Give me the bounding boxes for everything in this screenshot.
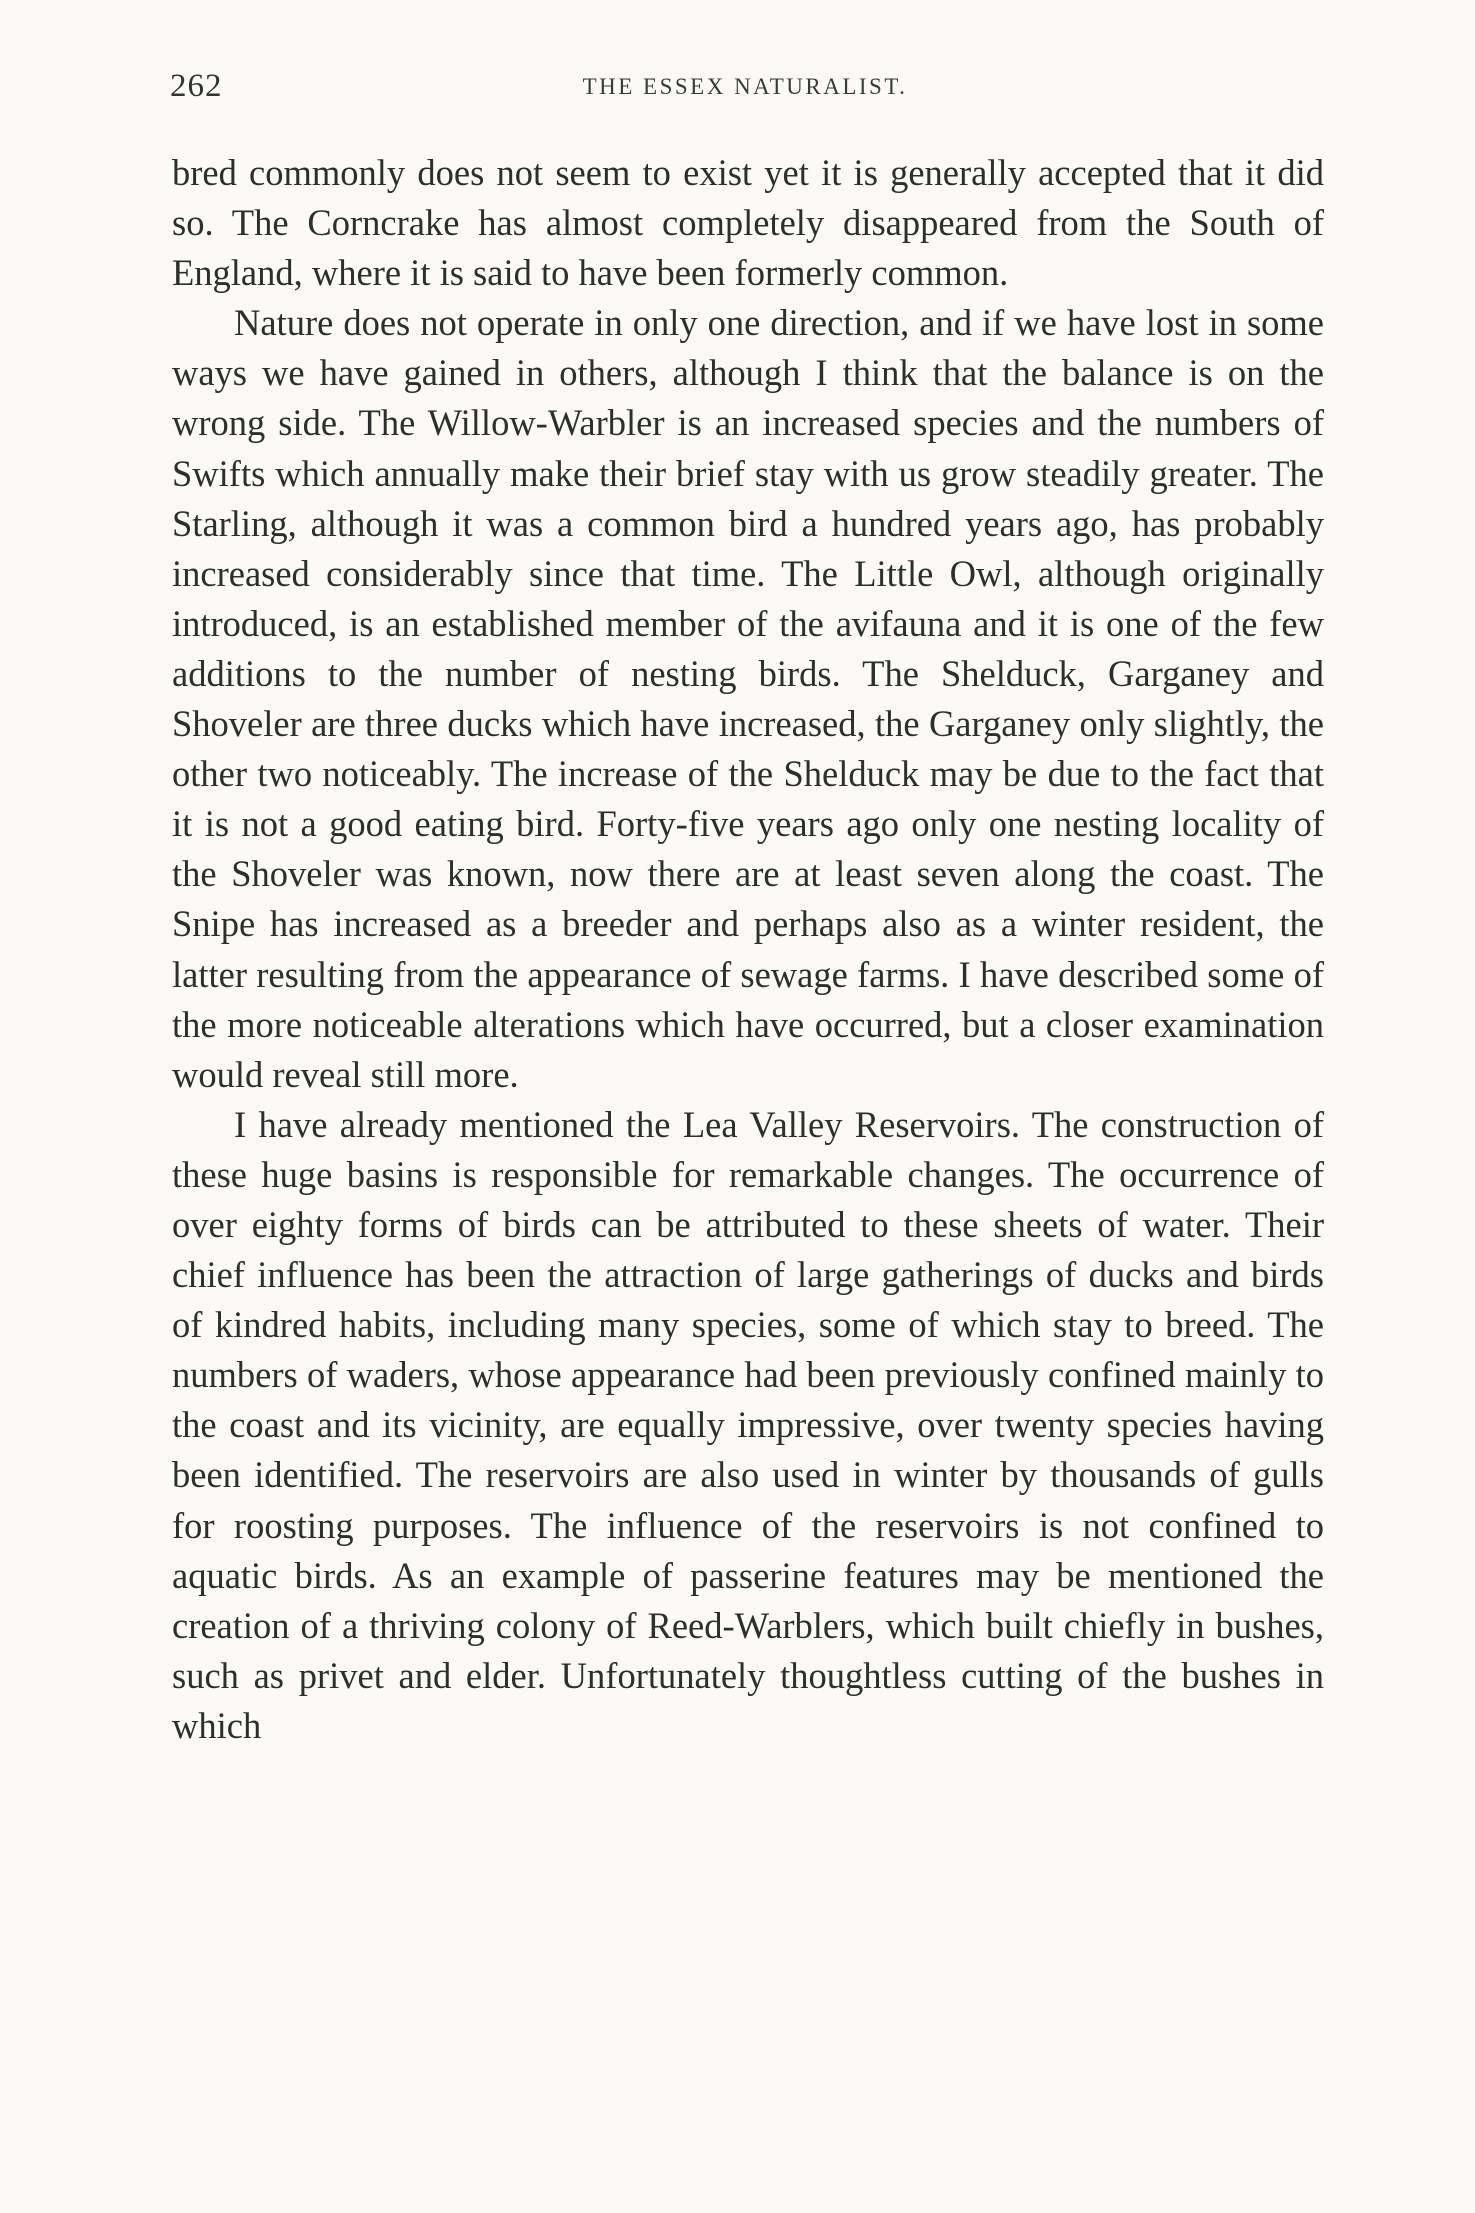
paragraph-reservoirs: I have already mentioned the Lea Valley Reservoirs. The construction of these huge basins is responsible for remarkable changes. The occurrence of over eighty forms of birds can be attributed to these sheets of water. Their chief influence has been the attraction of large gatherings of ducks and birds of kindred habits, including many species, some of which stay to breed. The numbers of waders, whose appearance had been previously confined mainly to the coast and its vicinity, are equally impressive, over twenty species having been identified. The reservoirs are also used in winter by thousands of gulls for roosting purposes. The influence of the reservoirs is not confined to aquatic birds. As an example of passerine features may be mentioned the creation of a thriving colony of Reed-Warblers, which built chiefly in bushes, such as privet and elder. Unfortunately thoughtless cutting of the bushes in which [172, 1103, 1324, 1746]
page-number: 262 [170, 68, 223, 104]
paragraph-nature: Nature does not operate in only one direction, and if we have lost in some ways we have gained in others, although I think that the balance is on the wrong side. The Willow-Warbler is an increased species and the numbers of Swifts which annually make their brief stay with us grow steadily greater. The Starling, although it was a common bird a hundred years ago, has probably increased considerably since that time. The Little Owl, although originally introduced, is an established member of the avifauna and it is one of the few additions to the number of nesting birds. The Shelduck, Garganey and Shoveler are three ducks which have increased, the Garganey only slightly, the other two noticeably. The increase of the Shelduck may be due to the fact that it is not a good eating bird. Forty-five years ago only one nesting locality of the Shoveler was known, now there are at least seven along the coast. The Snipe has increased as a breeder and perhaps also as a winter resident, the latter resulting from the appearance of sewage farms. I have described some of the more noticeable alterations which have occurred, but a closer examination would reveal still more. [172, 302, 1324, 1095]
paragraph-continued: bred commonly does not seem to exist yet it is generally accepted that it did so. The Corncrake has almost completely disappeared from the South of England, where it is said to have been formerly common. [172, 152, 1324, 294]
running-head: THE ESSEX NATURALIST. [582, 74, 908, 99]
body-text [172, 148, 1324, 1751]
page-header [170, 68, 1320, 118]
